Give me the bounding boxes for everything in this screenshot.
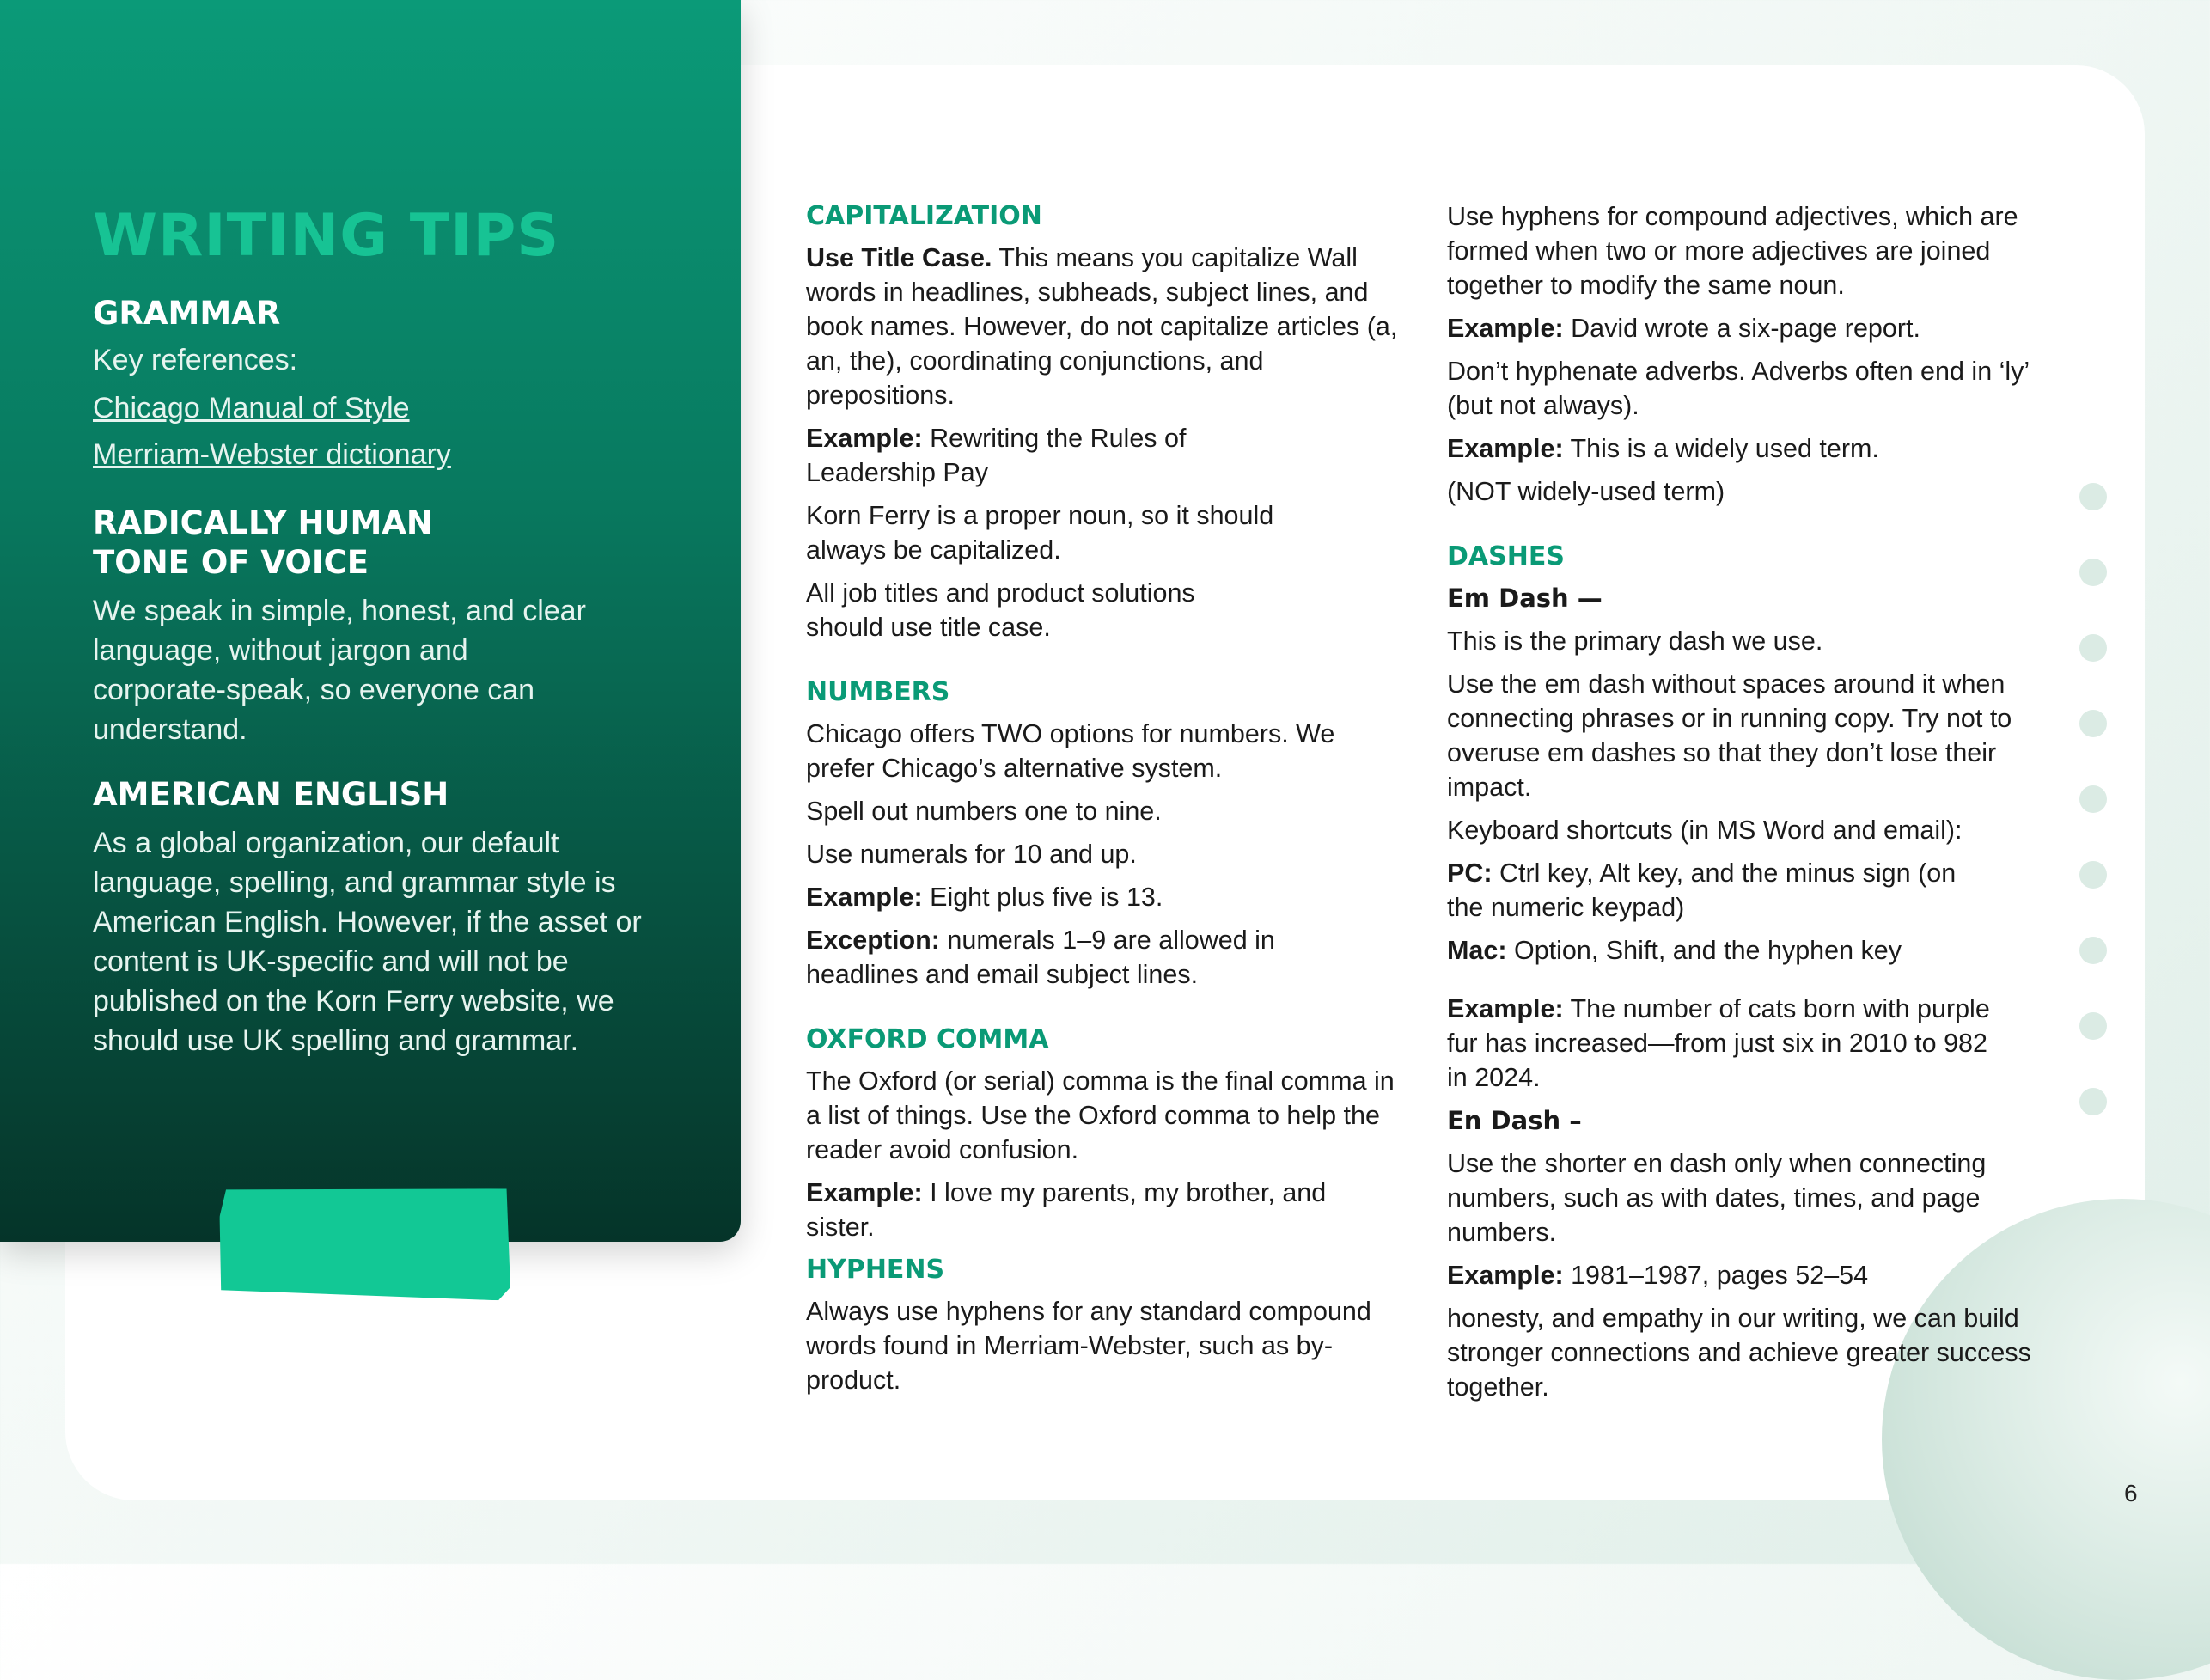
proper-noun-text: Korn Ferry is a proper noun, so it should always be capitalized. [806,501,1274,565]
example-text: The number of cats born with purple fur has increased—from just six in 2010 to 982 in 2024. [1447,994,1990,1092]
oxford-comma-heading: OXFORD COMMA [806,1024,1049,1054]
hyphens-heading: HYPHENS [806,1255,945,1285]
capitalization-example [806,421,1210,490]
en-dash-usage-text: Use the shorter en dash only when connecting numbers, such as with dates, times, and page numbers. [1447,1149,1987,1247]
content-column-2 [1447,199,2057,1413]
page-number: 6 [2124,1480,2138,1506]
not-widely-used-text: (NOT widely-used term) [1447,477,1725,506]
tone-text: We speak in simple, honest, and clear language, without jargon and corporate-speak, so everyone can understand. [93,595,586,746]
pc-shortcut [1447,856,1971,925]
numbers-options-text: Chicago offers TWO options for numbers. We prefer Chicago’s alternative system. [806,719,1335,783]
example-label: Example: [1447,314,1564,343]
hyphens-example-1 [1447,311,2057,345]
decorative-tape [218,1182,513,1300]
example-label: Example: [1447,434,1564,463]
compound-adjectives-text: Use hyphens for compound adjectives, which are formed when two or more adjectives are joined together to modify the same noun. [1447,202,2018,300]
hyphens-example-2 [1447,431,2057,466]
american-english-text: As a global organization, our default language, spelling, and grammar style is American English. However, if the asset or content is UK-specific and will not be published on the Korn Ferry website, we should use UK spelling and grammar. [93,827,642,1057]
grammar-heading: GRAMMAR [93,295,281,332]
adverbs-text: Don’t hyphenate adverbs. Adverbs often end in ‘ly’ (but not always). [1447,357,2030,420]
em-dash-usage-text: Use the em dash without spaces around it when connecting phrases or in running copy. Try not to overuse em dashes so that they don’t lose their impact. [1447,669,2012,802]
capitalization-heading: CAPITALIZATION [806,201,1042,231]
pc-shortcut-text: Ctrl key, Alt key, and the minus sign (on the numeric keypad) [1447,858,1957,922]
closing-text: honesty, and empathy in our writing, we can build stronger connections and achieve greater success together. [1447,1304,2031,1402]
numerals-text: Use numerals for 10 and up. [806,840,1137,869]
decorative-dots [2079,483,2107,1164]
dot [2079,1088,2107,1115]
example-label: Example: [806,424,923,453]
merriam-webster-link[interactable]: Merriam-Webster dictionary [93,438,451,471]
example-label: Example: [806,1178,923,1207]
oxford-comma-example [806,1176,1356,1244]
capitalization-rule-text: This means you capitalize Wall words in headlines, subheads, subject lines, and book names. However, do not capitalize articles (a, an, the), coordinating conjunctions, and prepositions. [806,243,1398,410]
tone-heading-line1: RADICALLY HUMAN [93,504,433,541]
exception-text: numerals 1–9 are allowed in headlines and email subject lines. [806,926,1275,989]
american-english-heading: AMERICAN ENGLISH [93,776,449,813]
em-dash-primary-text: This is the primary dash we use. [1447,626,1823,656]
example-text: This is a widely used term. [1563,434,1879,463]
mac-label: Mac: [1447,936,1507,965]
exception-label: Exception: [806,926,940,955]
example-text: Rewriting the Rules of Leadership Pay [806,424,1187,487]
em-dash-example [1447,992,1997,1095]
dot [2079,937,2107,964]
grammar-intro: Key references: [93,344,298,376]
example-text: David wrote a six-page report. [1563,314,1920,343]
tone-heading-line2: TONE OF VOICE [93,544,369,581]
chicago-manual-link[interactable]: Chicago Manual of Style [93,392,410,425]
content-column-1 [806,199,1399,1406]
numbers-exception [806,923,1347,992]
example-label: Example: [1447,1261,1564,1290]
mac-shortcut-text: Option, Shift, and the hyphen key [1506,936,1902,965]
en-dash-example [1447,1258,2057,1292]
en-dash-heading: En Dash – [1447,1106,1582,1135]
example-text: Eight plus five is 13. [922,883,1163,912]
spell-out-text: Spell out numbers one to nine. [806,797,1162,826]
title-case-label: Use Title Case. [806,243,992,272]
oxford-comma-text: The Oxford (or serial) comma is the final comma in a list of things. Use the Oxford comma to help the reader avoid confusion. [806,1066,1395,1164]
dot [2079,634,2107,662]
example-text: 1981–1987, pages 52–54 [1563,1261,1869,1290]
numbers-example [806,880,1399,914]
dot [2079,483,2107,510]
pc-label: PC: [1447,858,1493,888]
dot [2079,785,2107,813]
numbers-heading: NUMBERS [806,677,950,707]
job-titles-text: All job titles and product solutions should use title case. [806,578,1195,642]
dot [2079,1012,2107,1040]
keyboard-shortcuts-text: Keyboard shortcuts (in MS Word and email): [1447,816,1963,845]
hyphens-standard-text: Always use hyphens for any standard compound words found in Merriam-Webster, such as by-product. [806,1297,1371,1395]
dot [2079,559,2107,586]
dot [2079,861,2107,889]
em-dash-heading: Em Dash — [1447,583,1603,613]
sidebar-content [93,199,694,1060]
page-title: WRITING TIPS [93,202,560,270]
sidebar-panel [0,0,741,1242]
capitalization-rule [806,241,1399,412]
example-label: Example: [806,883,923,912]
example-text: I love my parents, my brother, and sister. [806,1178,1327,1242]
example-label: Example: [1447,994,1564,1023]
mac-shortcut [1447,933,2057,968]
dashes-heading: DASHES [1447,541,1565,571]
dot [2079,710,2107,737]
